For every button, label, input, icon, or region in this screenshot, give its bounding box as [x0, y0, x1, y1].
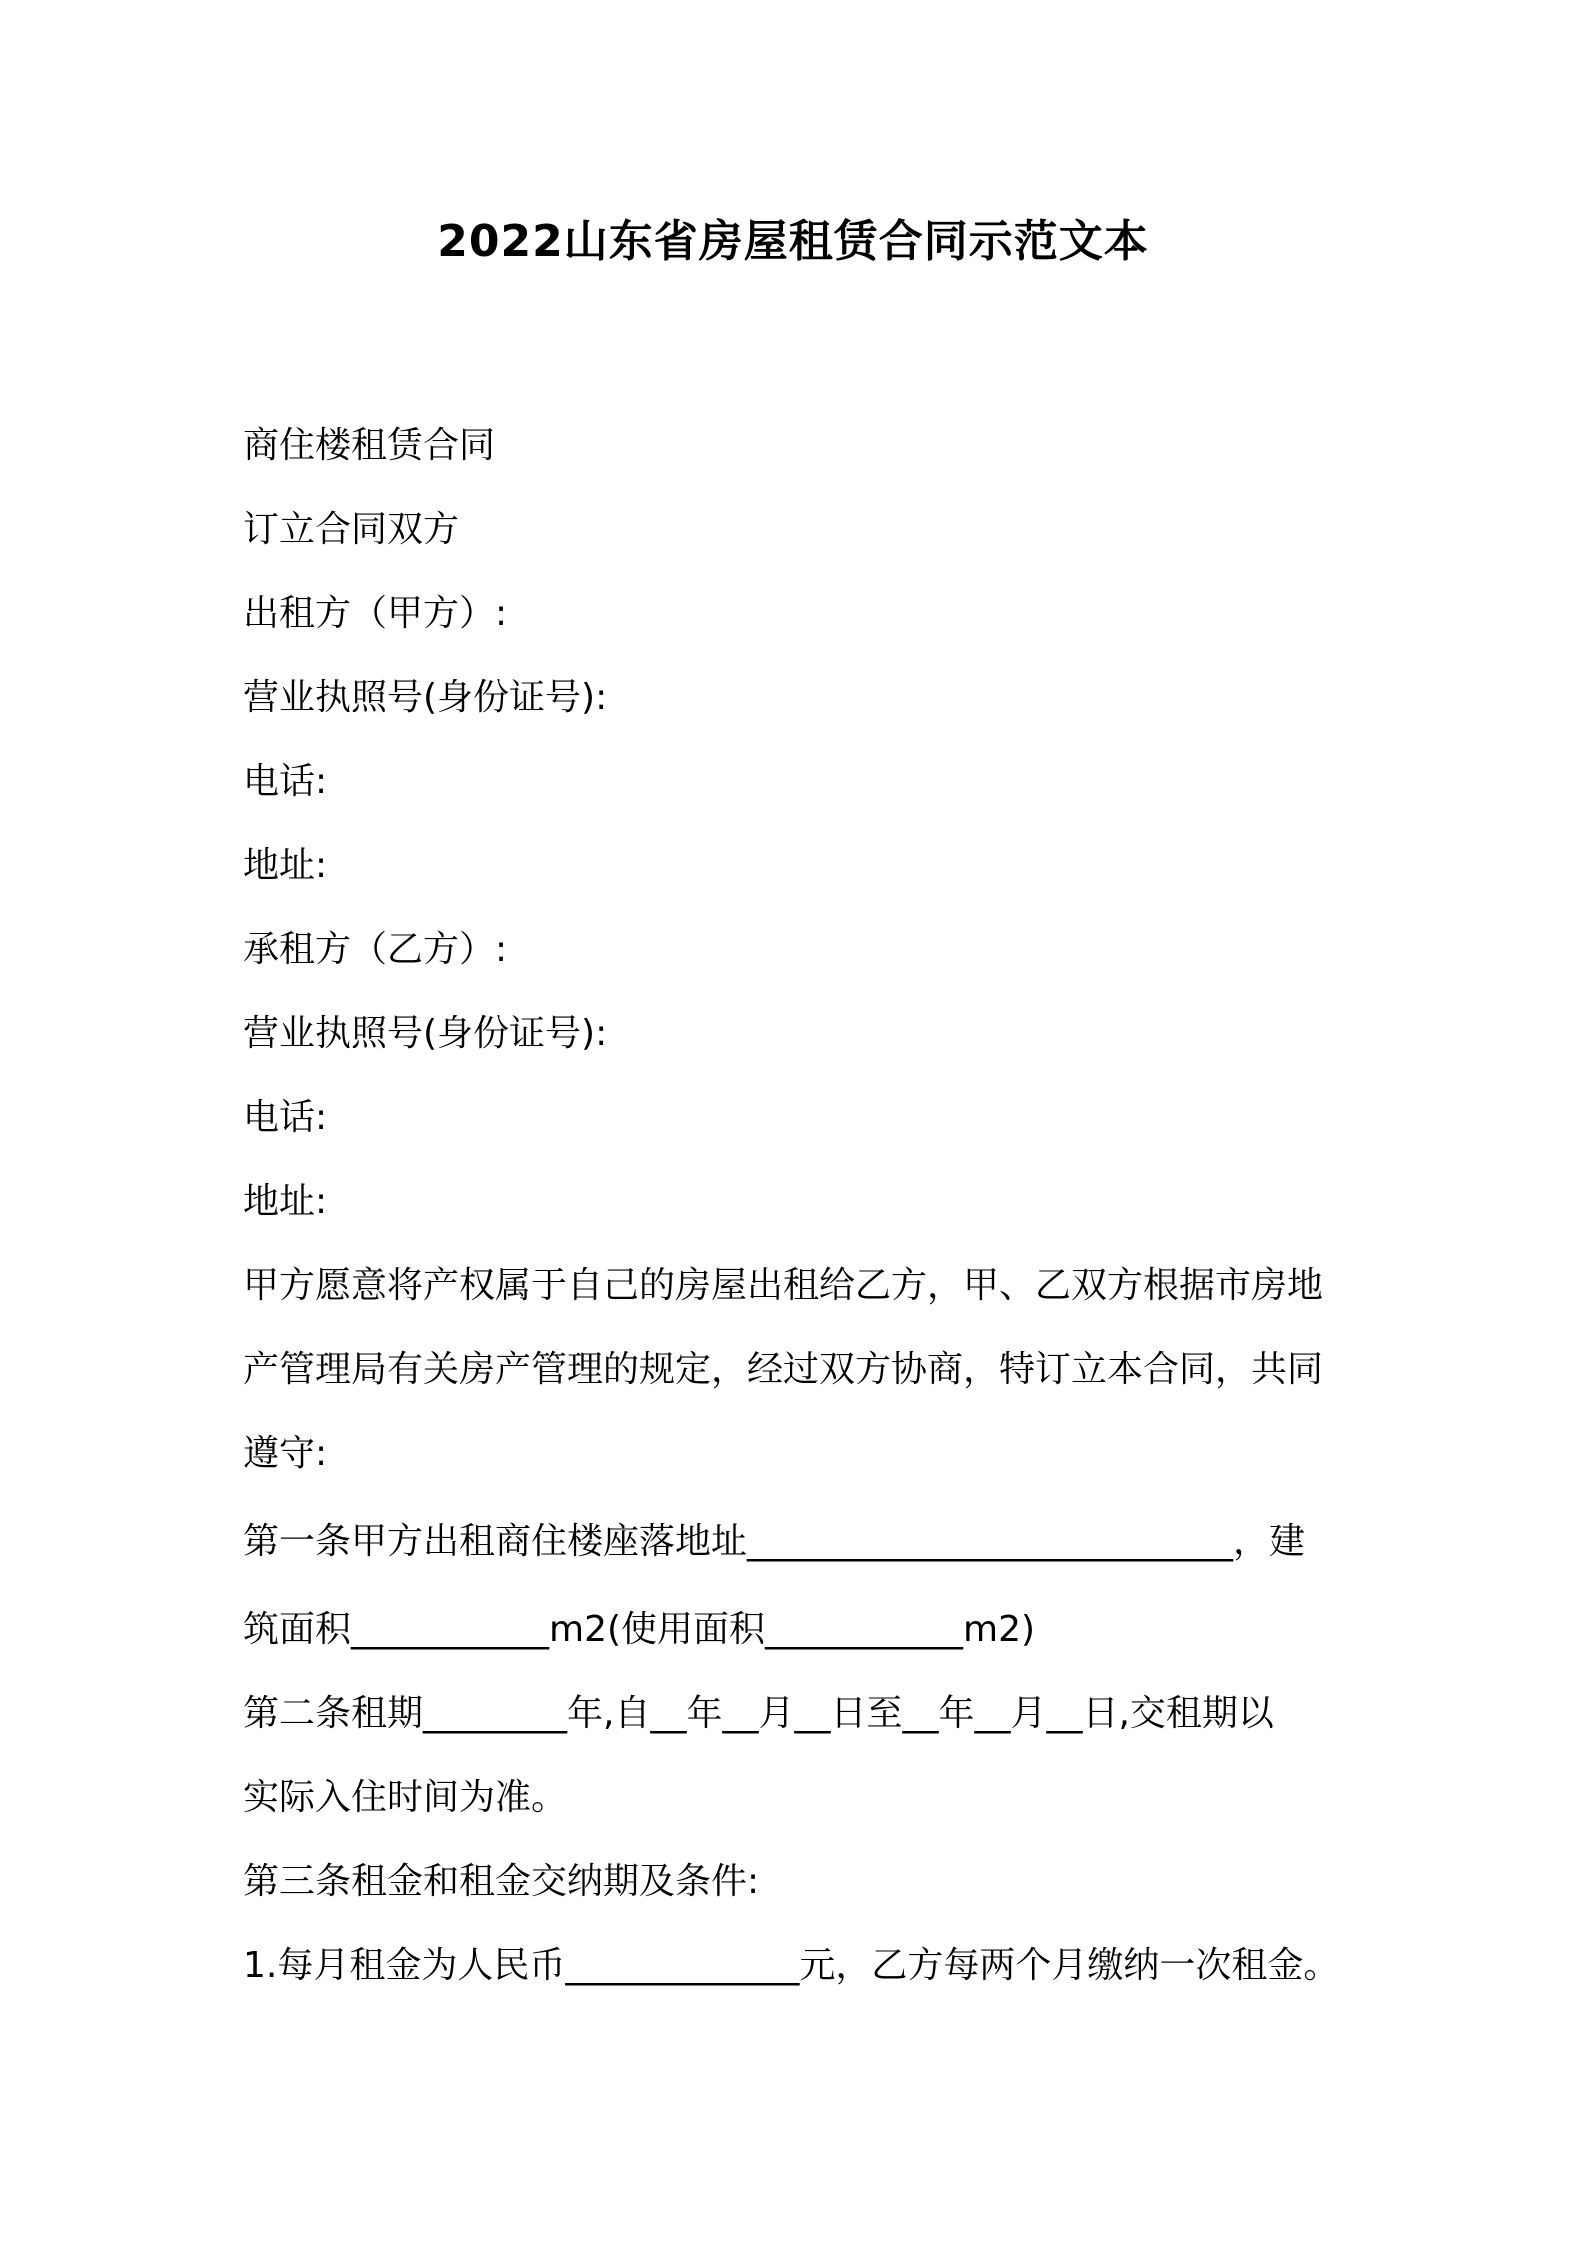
lessee-phone-label: 电话: — [243, 1097, 328, 1138]
article-2-line: 实际入住时间为准。 — [243, 1777, 568, 1818]
article-1-line: 第一条甲方出租商住楼座落地址___________________________，建 — [243, 1521, 1306, 1562]
lessor-license-label: 营业执照号(身份证号): — [243, 677, 608, 718]
lessee-license-label: 营业执照号(身份证号): — [243, 1013, 608, 1054]
article-3-item-1: 1.每月租金为人民币_____________元，乙方每两个月缴纳一次租金。 — [243, 1945, 1340, 1986]
preamble-line: 遵守: — [243, 1433, 328, 1474]
lessee-label: 承租方（乙方）: — [243, 929, 508, 970]
parties-heading: 订立合同双方 — [243, 509, 460, 550]
contract-heading: 商住楼租赁合同 — [243, 425, 496, 466]
lessor-address-label: 地址: — [243, 845, 328, 886]
lessor-label: 出租方（甲方）: — [243, 593, 508, 634]
document-body — [243, 404, 1383, 2008]
article-3-heading: 第三条租金和租金交纳期及条件: — [243, 1861, 760, 1902]
preamble-line: 产管理局有关房产管理的规定，经过双方协商，特订立本合同，共同 — [243, 1349, 1324, 1390]
lessor-phone-label: 电话: — [243, 761, 328, 802]
preamble-line: 甲方愿意将产权属于自己的房屋出租给乙方，甲、乙双方根据市房地 — [243, 1265, 1324, 1306]
document-title: 2022山东省房屋租赁合同示范文本 — [437, 216, 1149, 267]
article-1-line: 筑面积___________m2(使用面积___________m2) — [243, 1609, 1036, 1650]
article-2-line: 第二条租期________年,自__年__月__日至__年__月__日,交租期以 — [243, 1693, 1274, 1734]
lessee-address-label: 地址: — [243, 1181, 328, 1222]
